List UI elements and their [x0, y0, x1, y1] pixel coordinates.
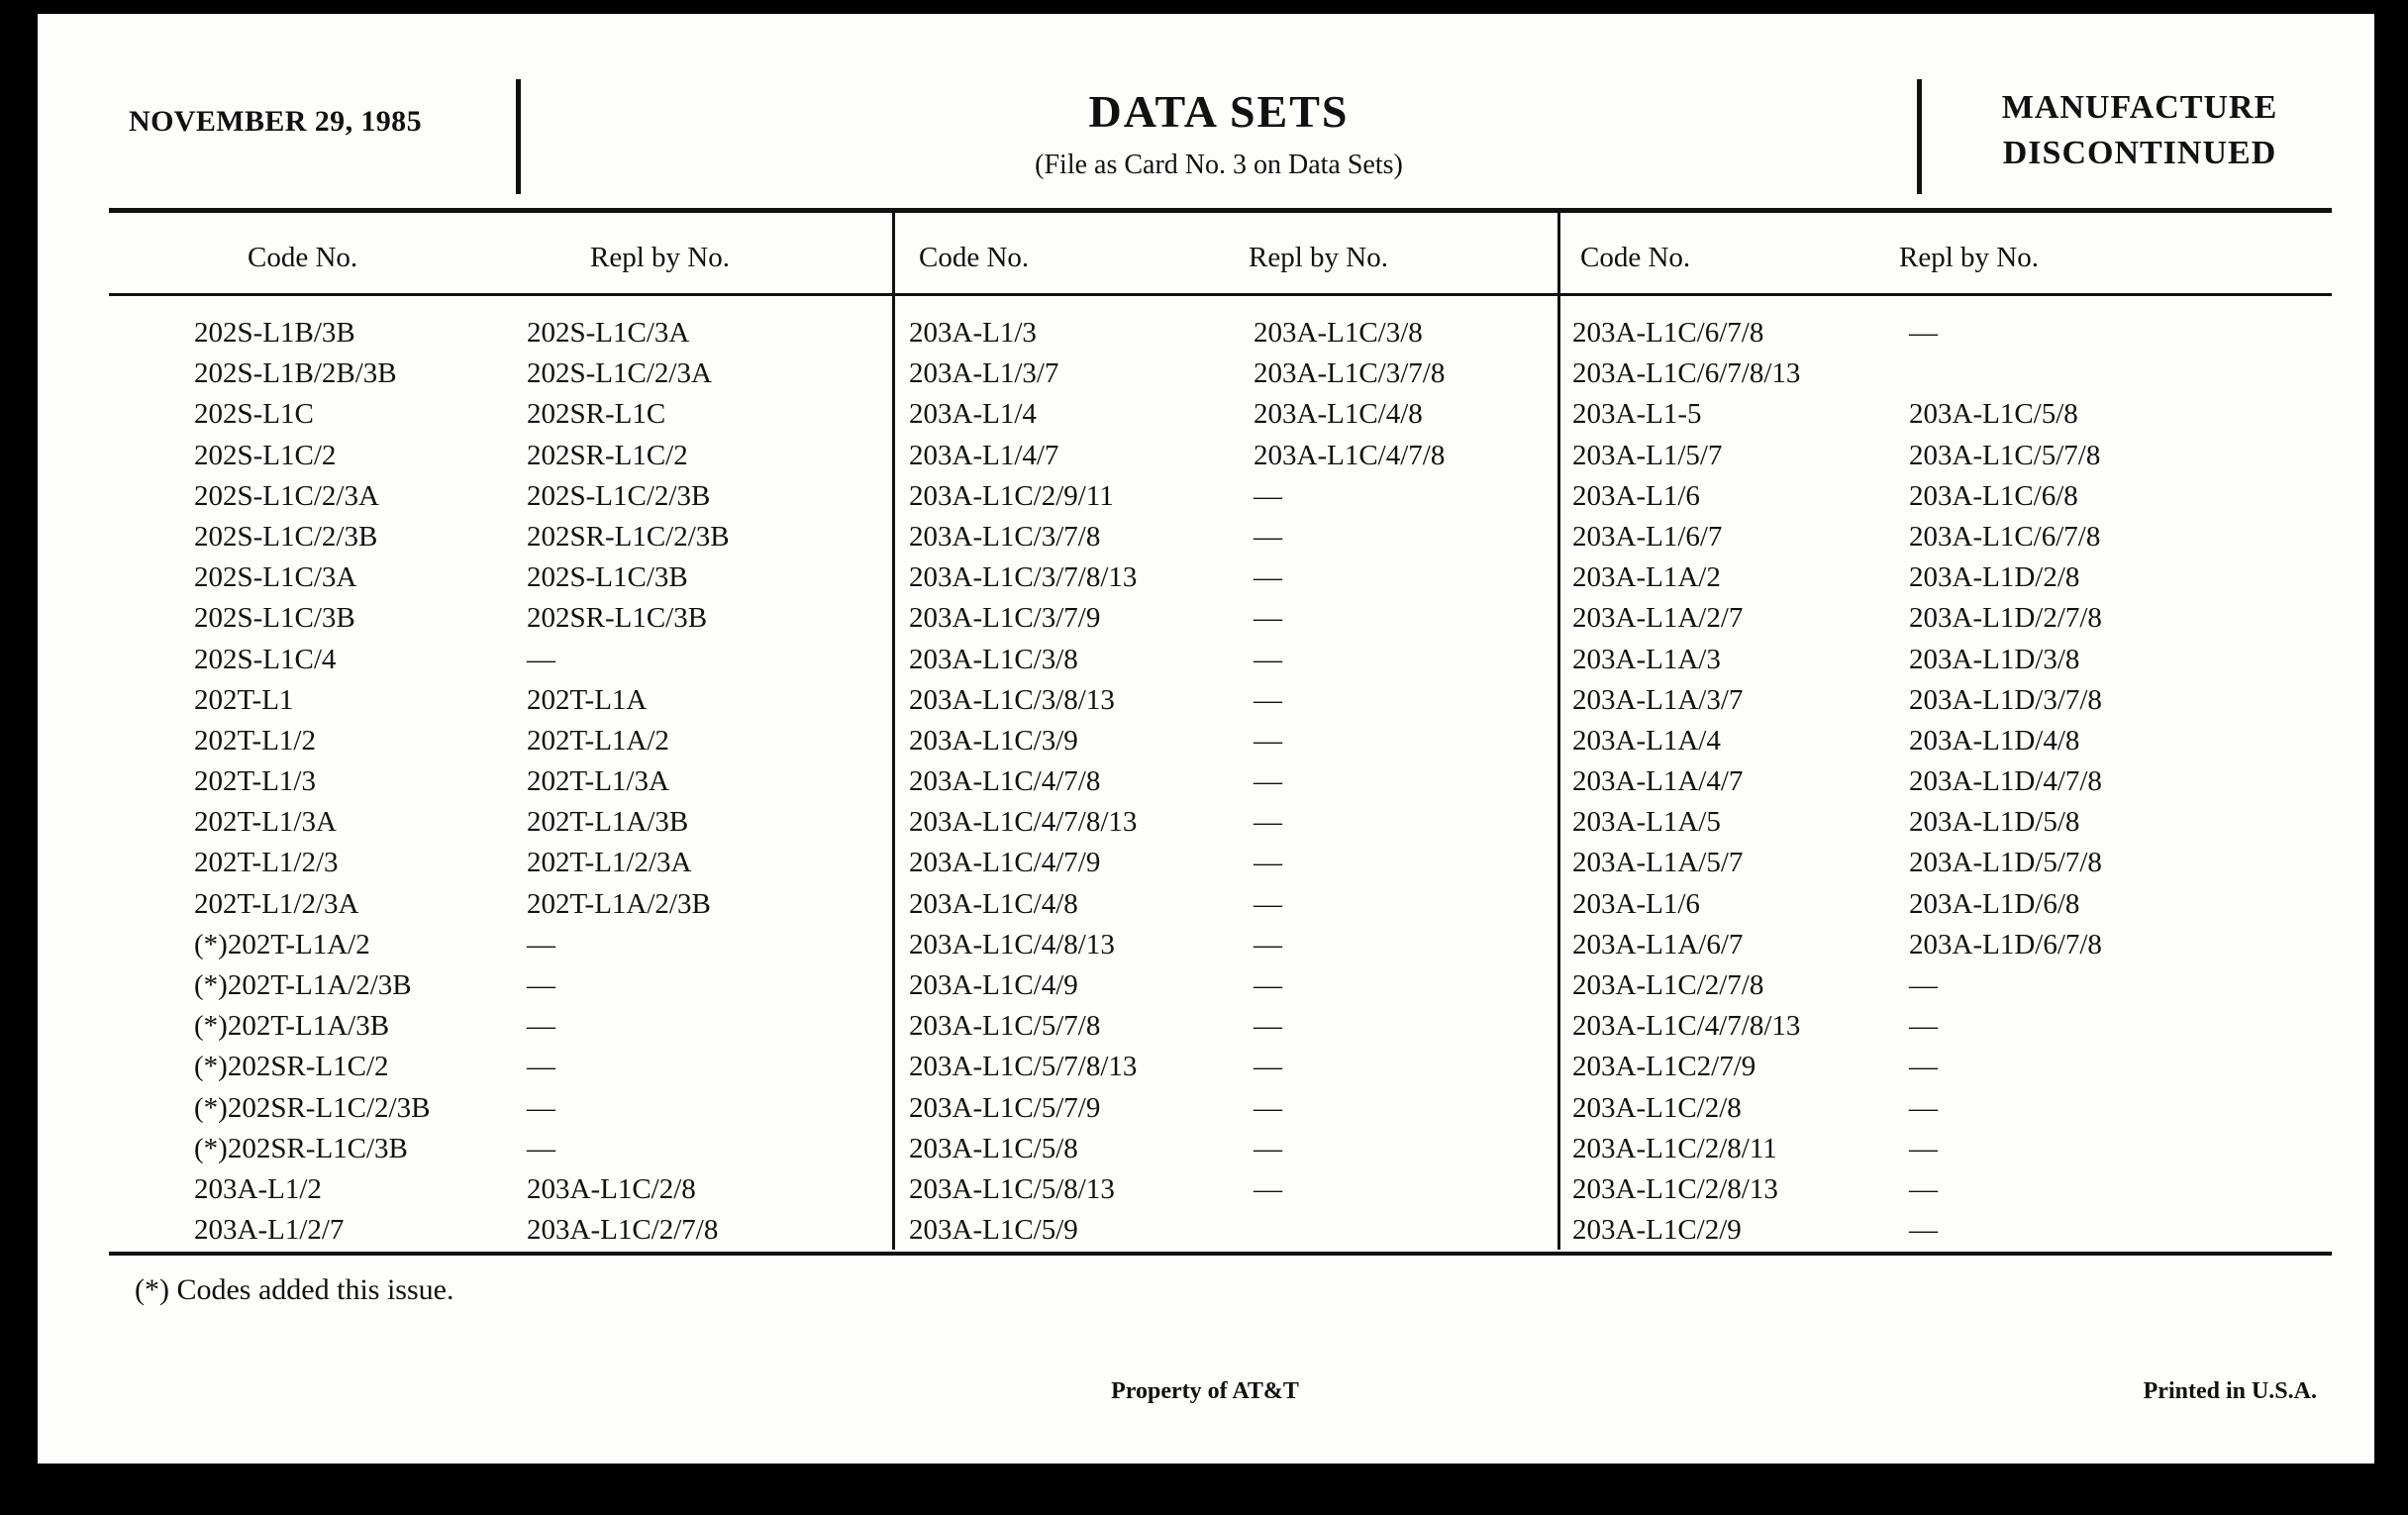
cell-code-no: 203A-L1C/4/7/8/13 — [1572, 1010, 1801, 1043]
table-row — [1572, 929, 2102, 969]
cell-code-no: 203A-L1C2/7/9 — [1572, 1051, 1756, 1083]
cell-code-no: 202S-L1C/2/3A — [194, 479, 379, 512]
cell-code-no: 203A-L1A/4 — [1572, 724, 1721, 757]
cell-repl-by-no: 202SR-L1C — [527, 398, 666, 431]
cell-repl-by-no: — — [1909, 1214, 1938, 1247]
cell-repl-by-no: 203A-L1C/3/7/8 — [1254, 357, 1446, 390]
cell-code-no: 203A-L1C/5/8/13 — [909, 1172, 1115, 1205]
issue-date: NOVEMBER 29, 1985 — [129, 105, 422, 138]
cell-repl-by-no: 202S-L1C/2/3A — [527, 357, 712, 390]
cell-code-no: 203A-L1C/5/7/8 — [909, 1010, 1101, 1043]
cell-code-no: 203A-L1-5 — [1572, 398, 1702, 431]
table-row — [1572, 684, 2102, 725]
table-row — [1572, 1173, 2102, 1214]
table-row — [1572, 888, 2102, 929]
cell-code-no: 203A-L1A/5/7 — [1572, 847, 1744, 879]
table-row — [1572, 480, 2102, 521]
cell-repl-by-no: 203A-L1D/5/8 — [1909, 806, 2080, 839]
cell-code-no: 202S-L1C/3A — [194, 561, 357, 594]
cell-code-no: 203A-L1C/6/7/8/13 — [1572, 357, 1801, 390]
table-top-rule — [109, 208, 2332, 213]
table-row — [1572, 644, 2102, 684]
cell-code-no: 203A-L1C/4/8 — [909, 887, 1078, 920]
cell-repl-by-no: — — [1254, 1172, 1282, 1205]
cell-code-no: 202S-L1C/3B — [194, 602, 355, 635]
cell-code-no: 203A-L1/3/7 — [909, 357, 1059, 390]
cell-code-no: 203A-L1C/4/8/13 — [909, 928, 1115, 960]
cell-repl-by-no: — — [1254, 643, 1282, 675]
cell-repl-by-no: 202T-L1A/2 — [527, 724, 669, 757]
table-row — [194, 521, 730, 561]
table-row — [909, 317, 1445, 357]
cell-repl-by-no: — — [527, 1091, 555, 1124]
table-row — [1572, 398, 2102, 439]
status-line-2: DISCONTINUED — [2002, 134, 2277, 171]
table-row — [194, 644, 730, 684]
cell-repl-by-no: — — [1909, 317, 1938, 349]
cell-repl-by-no: — — [1254, 1051, 1282, 1083]
cell-code-no: (*)202SR-L1C/2 — [194, 1051, 389, 1083]
cell-repl-by-no: — — [1909, 969, 1938, 1001]
cell-repl-by-no: — — [1254, 806, 1282, 839]
cell-code-no: 202S-L1C — [194, 398, 314, 431]
cell-repl-by-no: 203A-L1C/4/7/8 — [1254, 439, 1446, 471]
table-row — [194, 765, 730, 806]
cell-repl-by-no: — — [1909, 1172, 1938, 1205]
cell-code-no: 203A-L1C/4/7/8/13 — [909, 806, 1138, 839]
cell-repl-by-no: — — [1254, 683, 1282, 716]
cell-code-no: 203A-L1/5/7 — [1572, 439, 1723, 471]
cell-code-no: 203A-L1/6/7 — [1572, 520, 1723, 553]
column-header-repl-1: Repl by No. — [590, 242, 730, 273]
cell-repl-by-no: — — [527, 1010, 555, 1043]
cell-repl-by-no: — — [527, 969, 555, 1001]
cell-repl-by-no: — — [1254, 887, 1282, 920]
cell-code-no: 203A-L1/2 — [194, 1172, 322, 1205]
cell-repl-by-no: — — [1254, 479, 1282, 512]
table-row — [194, 357, 730, 398]
table-row — [909, 1051, 1445, 1091]
cell-code-no: 203A-L1C/4/9 — [909, 969, 1078, 1001]
cell-repl-by-no: — — [1909, 1132, 1938, 1164]
cell-code-no: 203A-L1C/5/7/8/13 — [909, 1051, 1138, 1083]
property-notice: Property of AT&T — [1111, 1378, 1299, 1404]
cell-code-no: 203A-L1A/6/7 — [1572, 928, 1744, 960]
table-row — [909, 440, 1445, 480]
cell-repl-by-no: 202S-L1C/3B — [527, 561, 688, 594]
table-row — [194, 561, 730, 602]
table-row — [1572, 847, 2102, 887]
table-row — [909, 480, 1445, 521]
cell-repl-by-no: — — [1254, 928, 1282, 960]
table-row — [1572, 1051, 2102, 1091]
cell-repl-by-no: 203A-L1D/2/8 — [1909, 561, 2080, 594]
footnote: (*) Codes added this issue. — [135, 1273, 454, 1306]
table-row — [1572, 521, 2102, 561]
table-row — [194, 725, 730, 765]
cell-repl-by-no: — — [1254, 1132, 1282, 1164]
cell-code-no: (*)202SR-L1C/3B — [194, 1132, 408, 1164]
cell-code-no: 203A-L1A/3/7 — [1572, 683, 1744, 716]
table-row — [194, 929, 730, 969]
cell-repl-by-no: 203A-L1D/3/8 — [1909, 643, 2080, 675]
cell-repl-by-no: — — [1254, 602, 1282, 635]
cell-repl-by-no: 202S-L1C/3A — [527, 317, 690, 349]
cell-code-no: 202S-L1C/2/3B — [194, 520, 378, 553]
cell-code-no: 202T-L1 — [194, 683, 294, 716]
table-row — [909, 357, 1445, 398]
column-header-code-3: Code No. — [1580, 242, 1691, 273]
table-row — [1572, 969, 2102, 1010]
cell-repl-by-no: — — [527, 1051, 555, 1083]
table-row — [194, 1133, 730, 1173]
cell-code-no: (*)202T-L1A/3B — [194, 1010, 390, 1043]
table-row — [909, 398, 1445, 439]
cell-code-no: 203A-L1C/5/7/9 — [909, 1091, 1101, 1124]
cell-code-no: 202S-L1C/2 — [194, 439, 337, 471]
table-row — [194, 1214, 730, 1255]
cell-code-no: 202T-L1/3A — [194, 806, 337, 839]
table-row — [194, 969, 730, 1010]
cell-code-no: 203A-L1A/2/7 — [1572, 602, 1744, 635]
column-header-code-1: Code No. — [248, 242, 358, 273]
table-row — [1572, 561, 2102, 602]
cell-code-no: 203A-L1/4 — [909, 398, 1037, 431]
card-page — [38, 14, 2374, 1497]
table-row — [1572, 357, 2102, 398]
cell-repl-by-no: 202SR-L1C/3B — [527, 602, 708, 635]
cell-repl-by-no: 203A-L1D/2/7/8 — [1909, 602, 2102, 635]
cell-code-no: 203A-L1A/4/7 — [1572, 765, 1744, 798]
cell-code-no: 202T-L1/3 — [194, 765, 316, 798]
printed-notice: Printed in U.S.A. — [2143, 1378, 2317, 1404]
table-row — [194, 888, 730, 929]
cell-code-no: 202S-L1C/4 — [194, 643, 337, 675]
table-row — [909, 1173, 1445, 1214]
table-row — [194, 398, 730, 439]
table-block-2 — [909, 317, 1445, 1255]
card-header — [55, 53, 2355, 182]
cell-code-no: 203A-L1A/5 — [1572, 806, 1721, 839]
column-header-repl-3: Repl by No. — [1899, 242, 2039, 273]
table-row — [194, 480, 730, 521]
cell-repl-by-no: 203A-L1C/4/8 — [1254, 398, 1423, 431]
table-row — [909, 521, 1445, 561]
table-row — [909, 969, 1445, 1010]
cell-code-no: (*)202SR-L1C/2/3B — [194, 1091, 431, 1124]
table-row — [194, 440, 730, 480]
table-row — [909, 644, 1445, 684]
table-row — [909, 847, 1445, 887]
cell-repl-by-no: 203A-L1C/2/8 — [527, 1172, 696, 1205]
cell-code-no: (*)202T-L1A/2 — [194, 928, 370, 960]
card-subtitle: (File as Card No. 3 on Data Sets) — [1035, 150, 1403, 180]
cell-code-no: 202S-L1B/3B — [194, 317, 355, 349]
cell-repl-by-no: 203A-L1D/6/8 — [1909, 887, 2080, 920]
table-row — [909, 765, 1445, 806]
cell-repl-by-no: — — [1909, 1051, 1938, 1083]
table-row — [1572, 725, 2102, 765]
table-row — [1572, 765, 2102, 806]
table-row — [194, 317, 730, 357]
table-row — [194, 1051, 730, 1091]
cell-repl-by-no: 203A-L1C/5/8 — [1909, 398, 2078, 431]
cell-repl-by-no: 203A-L1D/6/7/8 — [1909, 928, 2102, 960]
cell-code-no: 203A-L1/6 — [1572, 479, 1700, 512]
table-row — [1572, 602, 2102, 643]
header-divider-right — [1917, 79, 1922, 194]
table-row — [1572, 806, 2102, 847]
cell-repl-by-no: 203A-L1D/3/7/8 — [1909, 683, 2102, 716]
cell-repl-by-no: — — [1909, 1091, 1938, 1124]
cell-code-no: 202T-L1/2 — [194, 724, 316, 757]
cell-repl-by-no: — — [1254, 561, 1282, 594]
cell-code-no: 203A-L1C/4/7/9 — [909, 847, 1101, 879]
card-title: DATA SETS — [1088, 86, 1350, 137]
table-vertical-rule-2 — [1557, 212, 1560, 1250]
table-row — [909, 561, 1445, 602]
cell-code-no: 203A-L1C/3/7/8 — [909, 520, 1101, 553]
card-sheet — [55, 24, 2355, 1469]
cell-repl-by-no: — — [1254, 847, 1282, 879]
cell-code-no: 203A-L1C/5/8 — [909, 1132, 1078, 1164]
cell-repl-by-no: 203A-L1C/2/7/8 — [527, 1214, 719, 1247]
cell-code-no: 203A-L1C/2/9/11 — [909, 479, 1114, 512]
cell-code-no: 203A-L1C/3/7/9 — [909, 602, 1101, 635]
cell-code-no: 203A-L1/2/7 — [194, 1214, 345, 1247]
table-row — [909, 1010, 1445, 1051]
table-row — [1572, 1133, 2102, 1173]
table-row — [909, 888, 1445, 929]
cell-repl-by-no: — — [527, 643, 555, 675]
table-row — [909, 684, 1445, 725]
cell-repl-by-no: 203A-L1C/3/8 — [1254, 317, 1423, 349]
cell-code-no: 203A-L1C/5/9 — [909, 1214, 1078, 1247]
cell-repl-by-no: — — [1254, 724, 1282, 757]
cell-code-no: 203A-L1C/2/7/8 — [1572, 969, 1764, 1001]
cell-code-no: 203A-L1/4/7 — [909, 439, 1059, 471]
cell-code-no: 203A-L1C/2/8/11 — [1572, 1132, 1777, 1164]
cell-code-no: 203A-L1A/2 — [1572, 561, 1721, 594]
cell-code-no: 203A-L1C/3/8 — [909, 643, 1078, 675]
cell-code-no: 203A-L1/6 — [1572, 887, 1700, 920]
cell-repl-by-no: 202T-L1A/2/3B — [527, 887, 711, 920]
cell-repl-by-no: 202T-L1A — [527, 683, 648, 716]
table-block-3 — [1572, 317, 2102, 1255]
table-row — [194, 602, 730, 643]
table-header-rule — [109, 293, 2332, 296]
cell-code-no: 203A-L1C/3/8/13 — [909, 683, 1115, 716]
cell-code-no: 202S-L1B/2B/3B — [194, 357, 397, 390]
status-line-1: MANUFACTURE — [2001, 89, 2278, 126]
table-row — [909, 1092, 1445, 1133]
table-row — [909, 1214, 1445, 1255]
cell-code-no: 203A-L1C/2/8/13 — [1572, 1172, 1778, 1205]
cell-repl-by-no: 203A-L1C/6/7/8 — [1909, 520, 2101, 553]
table-block-1 — [194, 317, 730, 1255]
cell-code-no: 203A-L1C/2/8 — [1572, 1091, 1742, 1124]
cell-code-no: (*)202T-L1A/2/3B — [194, 969, 412, 1001]
table-row — [194, 1010, 730, 1051]
cell-repl-by-no: — — [1254, 1091, 1282, 1124]
cell-repl-by-no: — — [1254, 1010, 1282, 1043]
status-badge — [1932, 85, 2348, 176]
cell-code-no: 203A-L1C/2/9 — [1572, 1214, 1742, 1247]
cell-repl-by-no: 203A-L1C/5/7/8 — [1909, 439, 2101, 471]
table-row — [1572, 1092, 2102, 1133]
cell-repl-by-no: — — [1909, 1010, 1938, 1043]
cell-repl-by-no: 202T-L1/3A — [527, 765, 669, 798]
table-row — [909, 1133, 1445, 1173]
table-row — [1572, 440, 2102, 480]
table-row — [194, 1173, 730, 1214]
table-vertical-rule-1 — [892, 212, 895, 1250]
table-row — [194, 806, 730, 847]
page-edge-shadow — [38, 1464, 2374, 1515]
cell-code-no: 203A-L1C/3/9 — [909, 724, 1078, 757]
cell-code-no: 203A-L1A/3 — [1572, 643, 1721, 675]
cell-repl-by-no: 203A-L1D/4/7/8 — [1909, 765, 2102, 798]
table-row — [909, 806, 1445, 847]
cell-code-no: 202T-L1/2/3A — [194, 887, 359, 920]
cell-repl-by-no: — — [1254, 520, 1282, 553]
table-row — [1572, 1214, 2102, 1255]
table-row — [194, 684, 730, 725]
cell-code-no: 202T-L1/2/3 — [194, 847, 339, 879]
cell-code-no: 203A-L1C/4/7/8 — [909, 765, 1101, 798]
cell-repl-by-no: 202T-L1/2/3A — [527, 847, 692, 879]
table-row — [1572, 1010, 2102, 1051]
cell-code-no: 203A-L1C/3/7/8/13 — [909, 561, 1138, 594]
table-row — [909, 602, 1445, 643]
cell-repl-by-no: — — [1254, 969, 1282, 1001]
cell-repl-by-no: 203A-L1D/4/8 — [1909, 724, 2080, 757]
cell-repl-by-no: 202T-L1A/3B — [527, 806, 689, 839]
table-row — [194, 1092, 730, 1133]
cell-repl-by-no: — — [527, 928, 555, 960]
column-header-code-2: Code No. — [919, 242, 1030, 273]
cell-repl-by-no: 203A-L1C/6/8 — [1909, 479, 2078, 512]
cell-repl-by-no: 202S-L1C/2/3B — [527, 479, 711, 512]
cell-code-no: 203A-L1/3 — [909, 317, 1037, 349]
table-row — [194, 847, 730, 887]
table-row — [909, 929, 1445, 969]
cell-repl-by-no: 202SR-L1C/2/3B — [527, 520, 730, 553]
table-row — [1572, 317, 2102, 357]
cell-code-no: 203A-L1C/6/7/8 — [1572, 317, 1764, 349]
cell-repl-by-no: — — [527, 1132, 555, 1164]
cell-repl-by-no: — — [1254, 765, 1282, 798]
cell-repl-by-no: 202SR-L1C/2 — [527, 439, 688, 471]
column-header-repl-2: Repl by No. — [1249, 242, 1388, 273]
cell-repl-by-no: 203A-L1D/5/7/8 — [1909, 847, 2102, 879]
table-row — [909, 725, 1445, 765]
